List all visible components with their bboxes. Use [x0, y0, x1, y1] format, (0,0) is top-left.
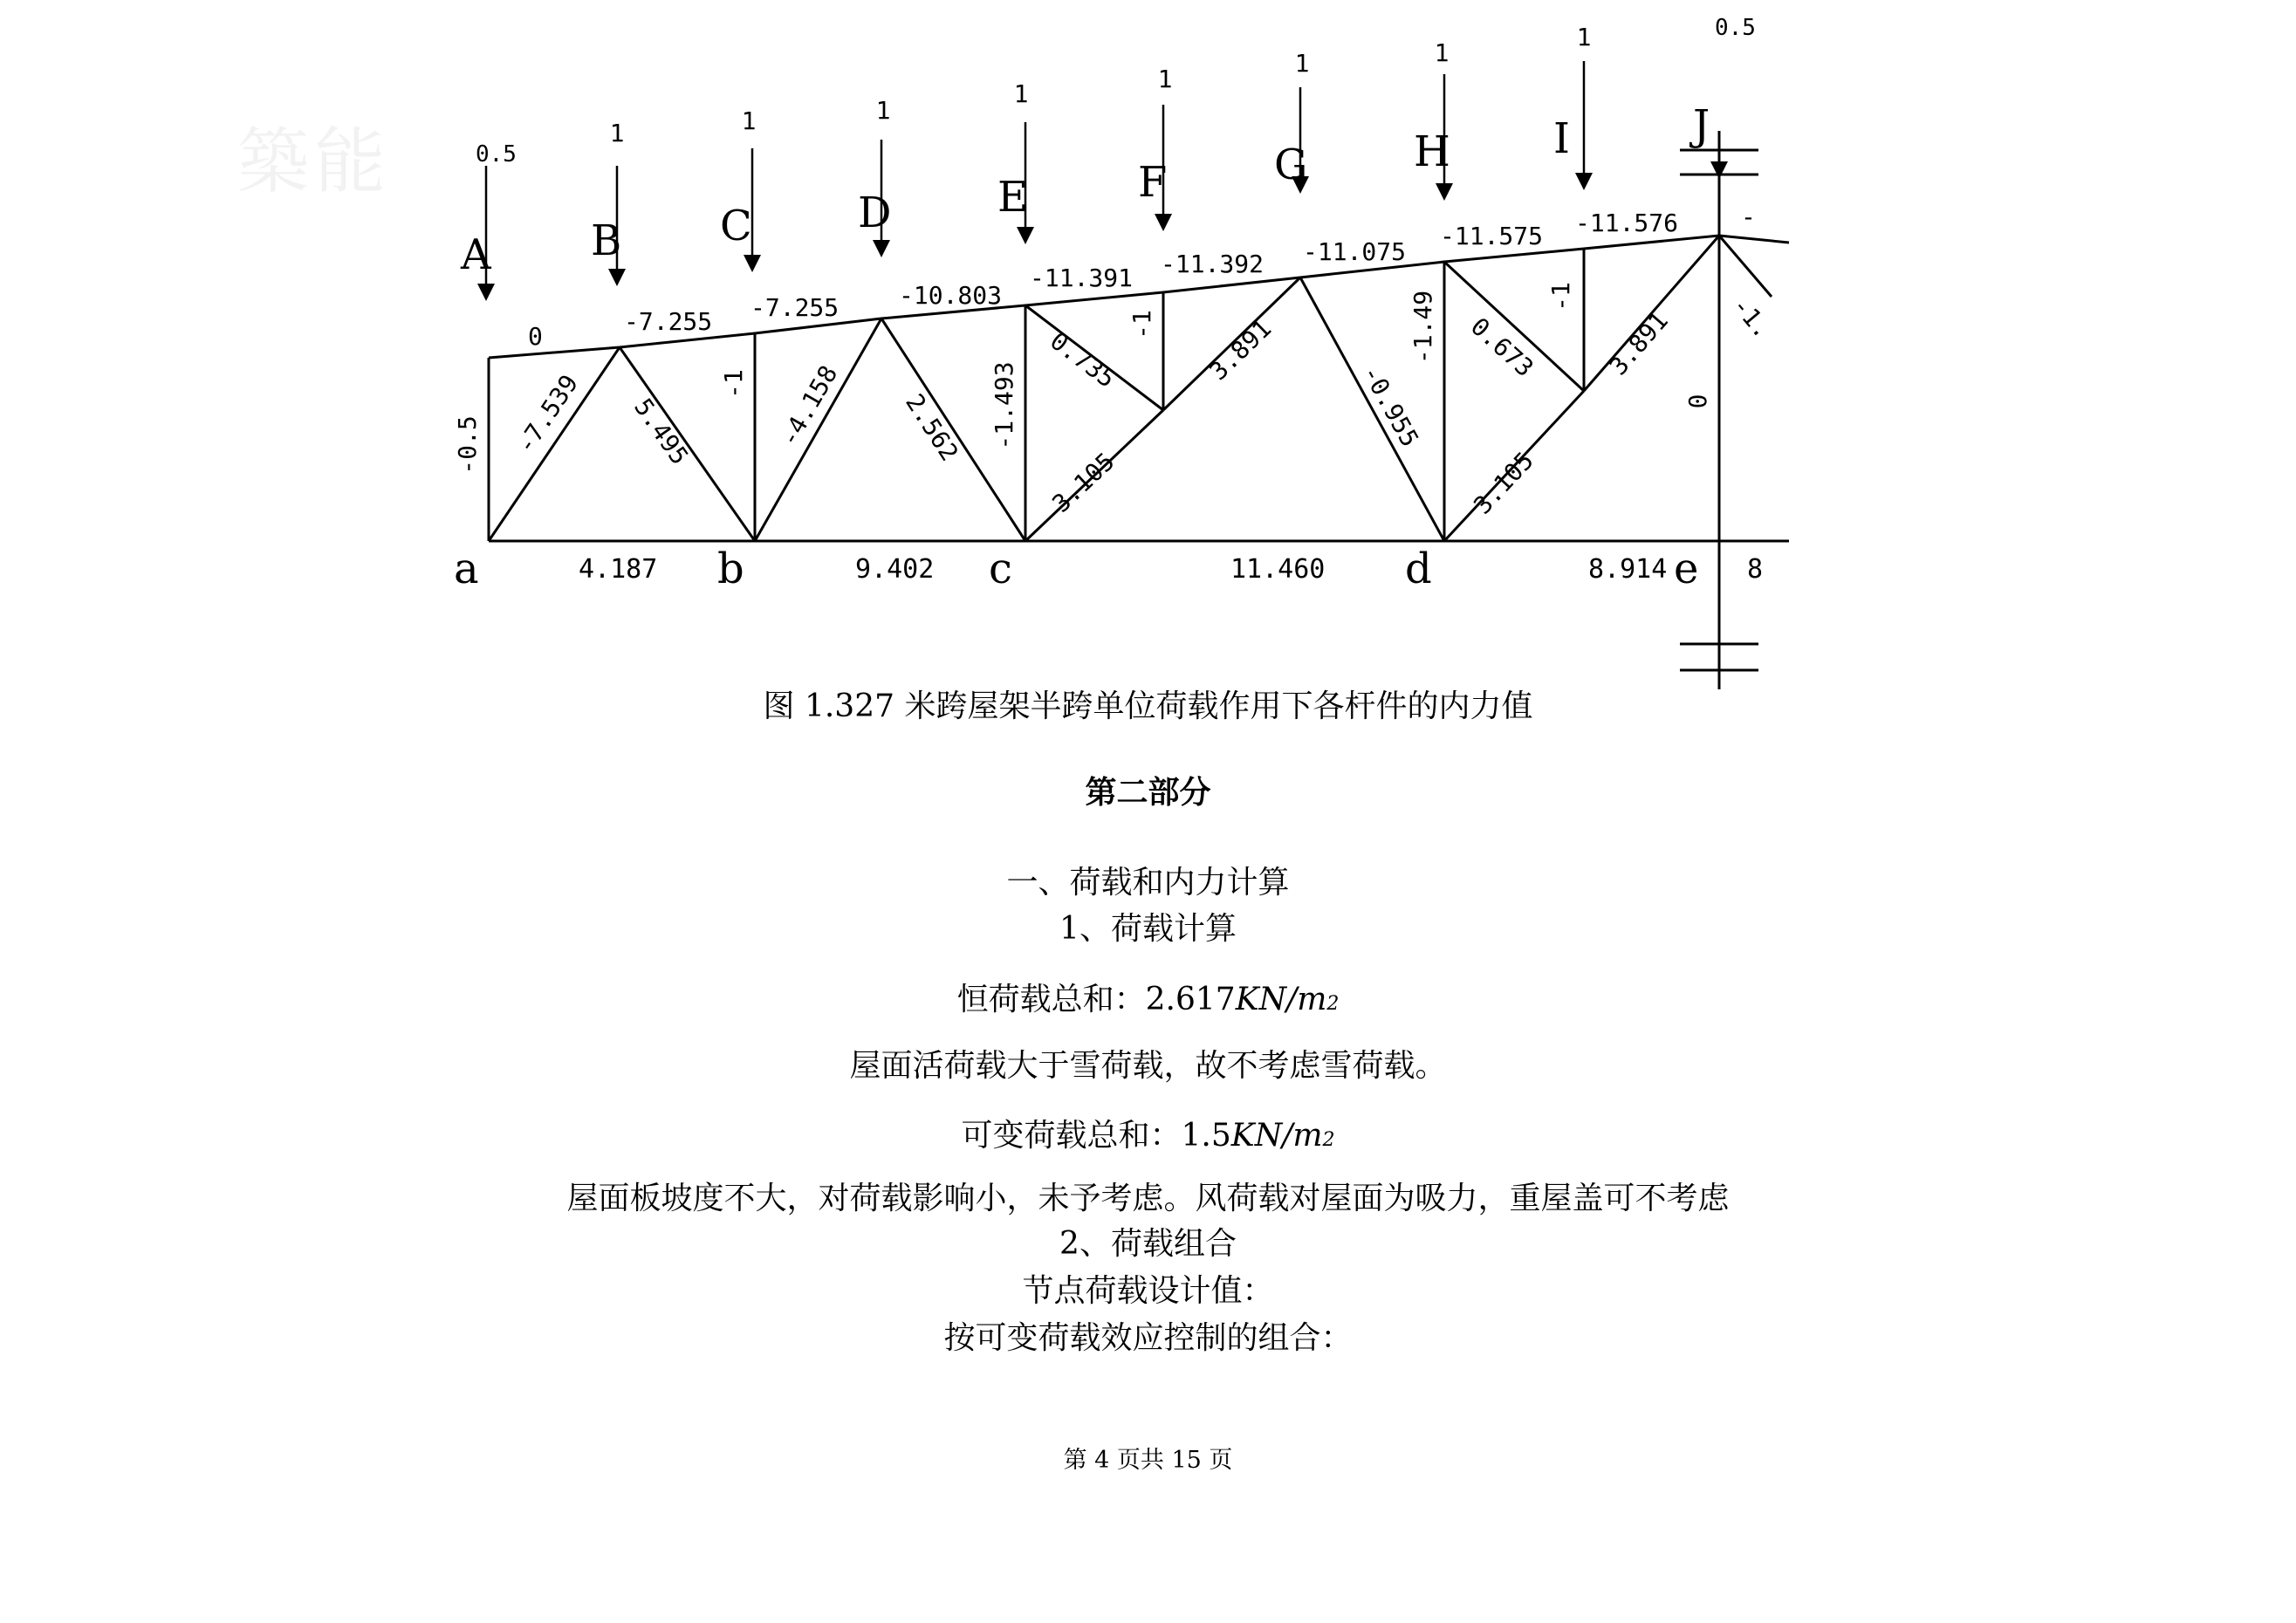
- load-arrow-head: [1017, 227, 1034, 244]
- top-chord-force: -10.803: [899, 281, 1003, 310]
- load-value: 1: [1576, 23, 1592, 51]
- node-label: C: [720, 202, 752, 250]
- live-load-value: 1.5: [1181, 1118, 1231, 1154]
- live-load-unit-sub: 2: [1322, 1129, 1335, 1151]
- diagonal-force: 0.673: [1464, 312, 1539, 383]
- live-load-label: 可变荷载总和：: [961, 1118, 1182, 1154]
- load-value: 1: [609, 119, 625, 147]
- diagonal-member: [489, 347, 620, 541]
- load-arrow-head: [873, 240, 890, 257]
- dead-load-unit-sub: 2: [1326, 993, 1340, 1015]
- bottom-node-label: e: [1674, 544, 1699, 593]
- heading-load-calculation-1: 1、荷载计算: [1059, 911, 1237, 947]
- load-arrow-head: [1710, 161, 1728, 179]
- node-label: I: [1553, 114, 1570, 163]
- load-value: 1: [1013, 79, 1029, 108]
- node-label: J: [1693, 101, 1710, 150]
- diagonal-force: 3.891: [1603, 306, 1674, 381]
- top-chord-force: -11.575: [1440, 222, 1544, 250]
- diagonal-member: [1719, 236, 1772, 297]
- dead-load-value: 2.617: [1145, 982, 1236, 1017]
- bottom-chord-force: 9.402: [855, 554, 935, 585]
- top-chord-force: 0: [528, 322, 543, 351]
- diagonal-member: [755, 318, 881, 541]
- bottom-node-label: d: [1405, 544, 1432, 593]
- diagonal-force: 3.105: [1046, 447, 1121, 518]
- top-chord-force: -11.075: [1303, 237, 1407, 266]
- vertical-force: -1.49: [1408, 290, 1437, 365]
- dead-load-unit: KN/m: [1235, 982, 1327, 1017]
- live-load-line: [0, 1117, 2296, 1160]
- watermark: 築能: [237, 120, 392, 203]
- load-arrow-head: [477, 284, 495, 301]
- vertical-force: -1: [719, 369, 748, 399]
- vertical-force: -1: [1127, 310, 1156, 339]
- top-chord-force: -: [1741, 202, 1756, 231]
- node-label: E: [997, 173, 1029, 222]
- diagonal-force: 3.105: [1468, 446, 1539, 520]
- load-value: 1: [741, 106, 757, 135]
- top-chord-force: -11.391: [1030, 264, 1134, 292]
- vertical-force: 0: [1683, 394, 1712, 409]
- load-value: 1: [1294, 49, 1310, 78]
- diagonal-force: 3.891: [1203, 314, 1278, 387]
- diagonal-force: -7.539: [511, 369, 585, 459]
- vertical-force: -0.5: [453, 415, 482, 475]
- diagonal-force: -4.158: [774, 360, 844, 452]
- page-footer: 第 4 页共 15 页: [1063, 1447, 1233, 1474]
- load-value: 1: [1434, 38, 1450, 67]
- diagonal-force: -0.955: [1356, 360, 1425, 452]
- dead-load-line: [0, 981, 2296, 1024]
- dead-load-label: 恒荷载总和：: [956, 982, 1146, 1017]
- node-label: G: [1274, 140, 1308, 189]
- load-value: 0.5: [1715, 15, 1756, 41]
- bottom-node-label: c: [989, 544, 1012, 593]
- node-label: D: [858, 188, 892, 237]
- section-title: 第二部分: [1085, 774, 1211, 811]
- bottom-node-label: b: [717, 544, 744, 593]
- node-label: F: [1138, 158, 1168, 207]
- heading-load-calc: 一、荷载和内力计算: [1006, 865, 1290, 901]
- bottom-chord-force: 8.914: [1588, 554, 1668, 585]
- node-label: B: [591, 216, 622, 265]
- load-arrow-head: [1155, 214, 1172, 231]
- bottom-chord-force: 4.187: [579, 554, 658, 585]
- diagonal-force: 0.735: [1045, 325, 1121, 394]
- top-chord-force: -7.255: [750, 293, 840, 322]
- load-arrow-head: [744, 255, 761, 272]
- load-value: 1: [875, 96, 891, 125]
- load-value: 1: [1157, 65, 1173, 93]
- load-value: 0.5: [476, 141, 517, 168]
- bottom-chord-force: 11.460: [1230, 554, 1326, 585]
- top-chord-force: -11.576: [1575, 209, 1679, 237]
- heading-load-combination: 2、荷载组合: [1059, 1226, 1237, 1262]
- snow-note: 屋面活荷载大于雪荷载，故不考虑雪荷载。: [849, 1048, 1447, 1084]
- node-label: A: [461, 230, 491, 279]
- combo-label: 按可变荷载效应控制的组合：: [943, 1320, 1353, 1356]
- bottom-node-label: a: [454, 544, 479, 593]
- load-arrow-head: [1575, 173, 1593, 190]
- diagonal-force: 2.562: [900, 388, 964, 467]
- vertical-force: -1: [1546, 282, 1575, 312]
- load-arrow-head: [608, 269, 626, 286]
- live-load-unit: KN/m: [1230, 1118, 1323, 1154]
- node-design-label: 节点荷载设计值：: [1022, 1273, 1274, 1309]
- figure-caption: 图 1.327 米跨屋架半跨单位荷载作用下各杆件的内力值: [763, 688, 1533, 724]
- top-chord-force: -11.392: [1161, 250, 1265, 278]
- top-chord-force: -7.255: [624, 307, 713, 336]
- bottom-chord-force: 8: [1747, 554, 1764, 585]
- diagonal-force: 5.495: [628, 393, 695, 470]
- truss-figure: [0, 0, 2296, 698]
- diagonal-force: -1.: [1726, 291, 1778, 344]
- load-arrow-head: [1436, 183, 1453, 201]
- node-label: H: [1414, 127, 1450, 176]
- vertical-force: -1.493: [990, 361, 1018, 450]
- slope-note: 屋面板坡度不大，对荷载影响小，未予考虑。风荷载对屋面为吸力，重屋盖可不考虑: [566, 1181, 1730, 1216]
